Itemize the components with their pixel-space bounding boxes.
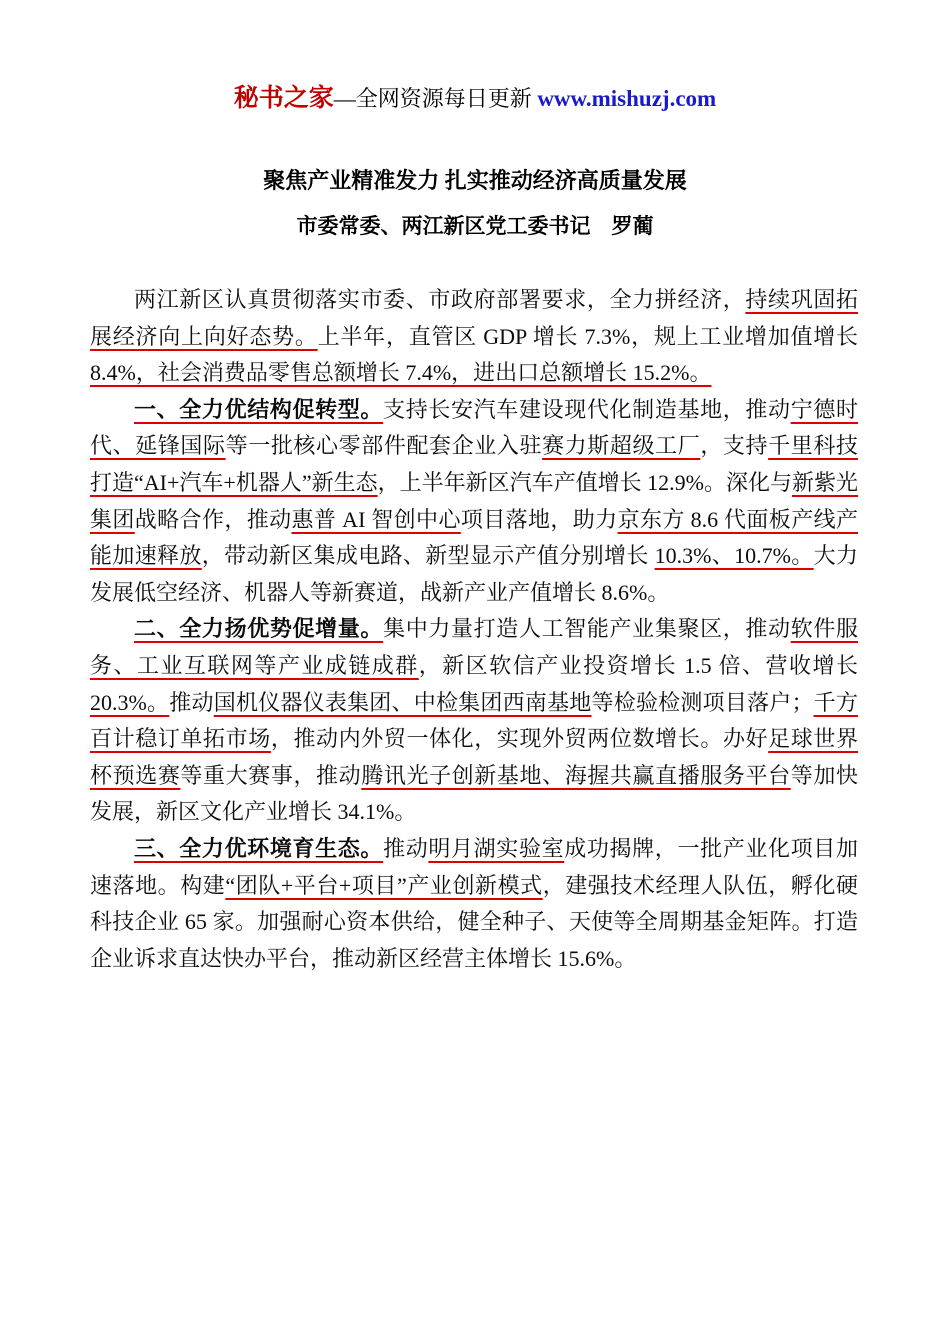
text-segment: 等检验检测项目落户； xyxy=(591,689,814,715)
text-segment: 支持长安汽车建设现代化制造基地，推动 xyxy=(383,396,791,422)
paragraph-lead: 二、全力扬优势促增量。 xyxy=(134,616,384,642)
text-segment: 两江新区认真贯彻落实市委、市政府部署要求，全力拼经济， xyxy=(134,287,746,312)
text-segment: ，带动新区集成电路、新型显示产值分别增长 xyxy=(201,543,655,569)
text-segment: ，推动内外贸一体化，实现外贸两位数增长。办好 xyxy=(270,726,769,752)
text-segment: 8.4%，社会消费品零售总额增长 7.4%，进出口总额增长 15.2%。 xyxy=(90,360,712,386)
text-segment: ，支持 xyxy=(700,433,769,459)
text-segment: 千方百计稳订单拓市场 xyxy=(90,689,858,752)
text-segment: 千里科技打造“AI+汽车+机器人”新生态 xyxy=(90,433,858,495)
paragraph-lead: 三、全力优环境育生态。 xyxy=(134,835,384,861)
text-segment: 足球世界杯预选赛 xyxy=(90,726,858,788)
text-segment: “团队+平台+项目”产业创新模式 xyxy=(225,872,543,898)
text-segment: 腾讯光子创新基地、海握共赢直播服务平台 xyxy=(361,762,791,788)
text-segment: 明月湖实验室 xyxy=(428,835,565,861)
text-segment: 等重大赛事，推动 xyxy=(180,762,362,788)
paragraph-lead: 一、全力优结构促转型。 xyxy=(134,396,384,422)
text-segment: 等一批核心零部件配套企业入驻 xyxy=(225,433,543,459)
header-tagline: —全网资源每日更新 xyxy=(333,86,538,111)
document-author-line: 市委常委、两江新区党工委书记 罗蔺 xyxy=(296,214,654,238)
text-segment: 京东方 8.6 代面板产线产能加速释放 xyxy=(90,506,858,569)
brand-name: 秘书之家 xyxy=(233,85,334,112)
text-segment: ，新区软信产业投资增长 1.5 倍、营收增长 xyxy=(418,652,858,678)
text-segment: 软件服务、工业互联网等产业成链成群 xyxy=(90,616,858,678)
text-segment: 等加快发展，新区文化产业增长 34.1%。 xyxy=(90,762,858,825)
site-url-link[interactable]: www.mishuzj.com xyxy=(537,86,717,111)
text-segment: 集中力量打造人工智能产业集聚区，推动 xyxy=(383,616,791,642)
text-segment: 宁德时代、延锋国际 xyxy=(90,396,858,459)
text-segment: 推动 xyxy=(383,835,429,861)
body-paragraph xyxy=(90,831,858,977)
document-body xyxy=(90,282,858,977)
text-segment: 上半年，直管区 GDP 增长 7.3%，规上工业增加值增长 xyxy=(317,323,858,349)
text-segment: 大力发展低空经济、机器人等新赛道，战新产业产值增长 8.6%。 xyxy=(90,543,858,605)
body-paragraph xyxy=(90,282,858,392)
site-header xyxy=(0,0,950,114)
document-title: 聚焦产业精准发力 扎实推动经济高质量发展 xyxy=(263,168,687,193)
text-segment: 成功揭牌，一批产业化项目加速落地。构建 xyxy=(90,835,858,898)
body-paragraph xyxy=(90,611,858,831)
text-segment: 持续巩固拓展经济向上向好态势。 xyxy=(90,287,858,349)
text-segment: 战略合作，推动 xyxy=(134,506,292,532)
text-segment: 推动 xyxy=(169,689,214,715)
text-segment: ，上半年新区汽车产值增长 12.9%。深化与 xyxy=(377,469,792,495)
text-segment: 20.3%。 xyxy=(90,689,170,715)
text-segment: 惠普 AI 智创中心 xyxy=(291,506,461,532)
text-segment: 赛力斯超级工厂 xyxy=(542,433,701,459)
text-segment: 国机仪器仪表集团、中检集团西南基地 xyxy=(213,689,592,715)
text-segment: 新紫光集团 xyxy=(90,469,859,532)
text-segment: 10.3%、10.7%。 xyxy=(654,543,814,569)
text-segment: 项目落地，助力 xyxy=(460,506,618,532)
text-segment: ，建强技术经理人队伍，孵化硬科技企业 65 家。加强耐心资本供给，健全种子、天使等全周期基金矩阵。打造企业诉求直达快办平台，推动新区经营主体增长 15.6%。 xyxy=(90,872,858,971)
body-paragraph xyxy=(90,392,858,612)
